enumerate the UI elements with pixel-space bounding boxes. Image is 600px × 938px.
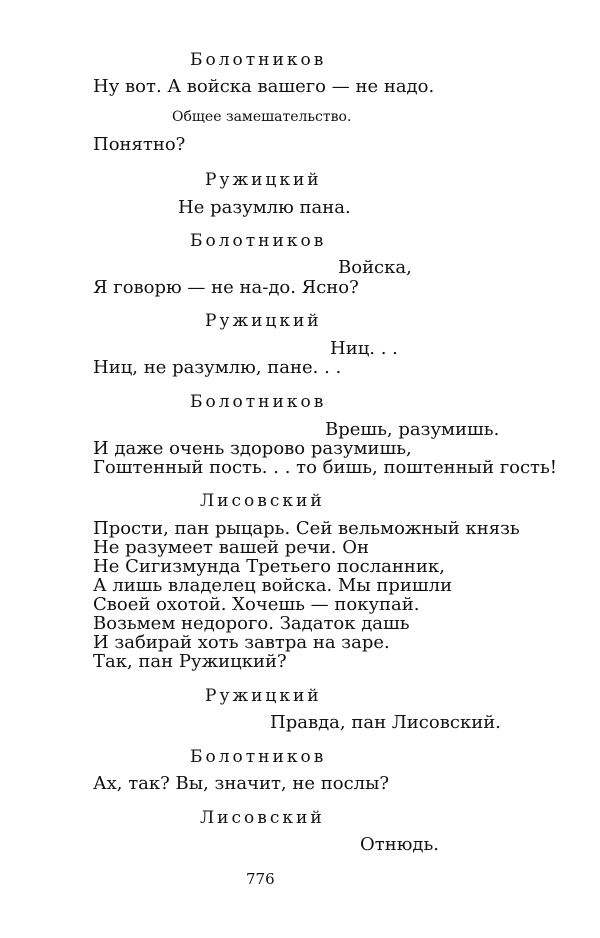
speaker-name: Болотников xyxy=(190,50,327,70)
verse-line: Понятно? xyxy=(93,134,186,155)
verse-line: Гоштенный пость. . . то бишь, поштенный гость! xyxy=(93,457,558,478)
verse-line: Отнюдь. xyxy=(360,834,439,855)
verse-line: Возьмем недорого. Задаток дашь xyxy=(93,613,410,634)
page-number: 776 xyxy=(246,870,275,888)
speaker-name: Болотников xyxy=(190,747,327,767)
speaker-name: Ружицкий xyxy=(205,311,322,331)
verse-line: Ну вот. А войска вашего — не надо. xyxy=(93,76,435,97)
verse-line: Ниц. . . xyxy=(330,338,398,359)
verse-line: Так, пан Ружицкий? xyxy=(93,651,287,672)
speaker-name: Лисовский xyxy=(200,808,325,828)
stage-direction: Общее замешательство. xyxy=(172,109,352,125)
verse-line: И даже очень здорово разумишь, xyxy=(93,438,412,459)
verse-line: Своей охотой. Хочешь — покупай. xyxy=(93,594,420,615)
verse-line: Врешь, разумишь. xyxy=(325,419,500,440)
verse-line: Не разумеет вашей речи. Он xyxy=(93,537,369,558)
verse-line: И забирай хоть завтра на заре. xyxy=(93,632,390,653)
speaker-name: Болотников xyxy=(190,231,327,251)
verse-line: Правда, пан Лисовский. xyxy=(270,712,501,733)
verse-line: А лишь владелец войска. Мы пришли xyxy=(93,575,453,596)
speaker-name: Болотников xyxy=(190,392,327,412)
speaker-name: Ружицкий xyxy=(205,686,322,706)
verse-line: Не разумлю пана. xyxy=(178,197,351,218)
verse-line: Ах, так? Вы, значит, не послы? xyxy=(93,773,390,794)
verse-line: Я говорю — не на-до. Ясно? xyxy=(93,277,359,298)
verse-line: Ниц, не разумлю, пане. . . xyxy=(93,357,342,378)
verse-line: Войска, xyxy=(338,257,412,278)
verse-line: Не Сигизмунда Третьего посланник, xyxy=(93,556,445,577)
speaker-name: Лисовский xyxy=(200,491,325,511)
verse-line: Прости, пан рыцарь. Сей вельможный князь xyxy=(93,518,520,539)
speaker-name: Ружицкий xyxy=(205,170,322,190)
